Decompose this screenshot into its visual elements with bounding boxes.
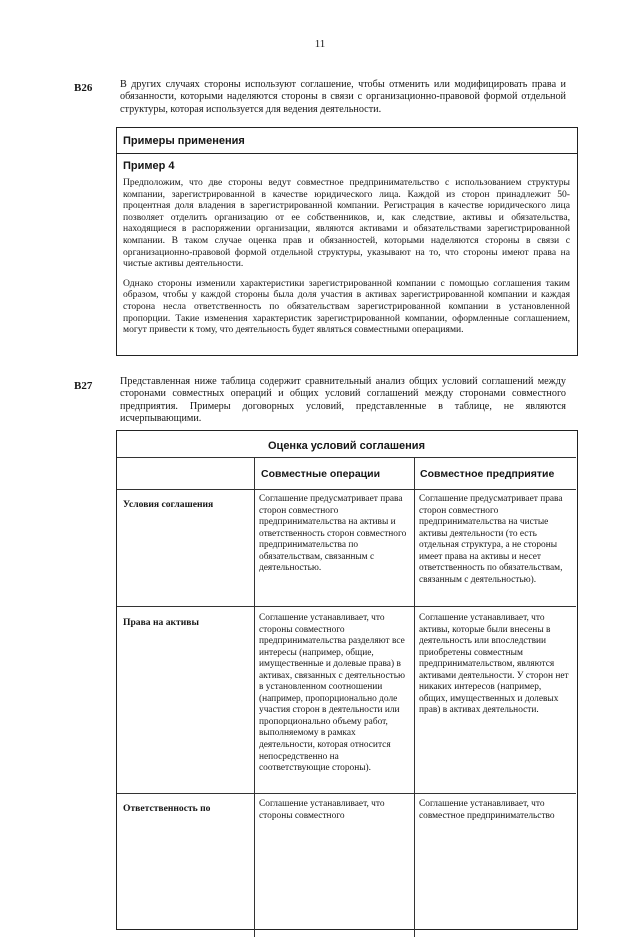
table-rule-row-2 — [117, 793, 576, 794]
table-title: Оценка условий соглашения — [268, 440, 425, 452]
column-header-joint-venture: Совместное предприятие — [420, 468, 555, 480]
paragraph-b27-text: Представленная ниже таблица содержит сравнительный анализ общих условий соглашений между сторонами совместных операций и общих условий соглашений между сторонами совместного предприятия. Примеры договорных условий, представленные в таблице, не являются исчерпывающими. — [120, 376, 566, 425]
page-number: 11 — [314, 38, 326, 50]
column-header-joint-operations: Совместные операции — [261, 468, 381, 480]
table-rule-row-1 — [117, 606, 576, 607]
row-label-agreement-terms: Условия соглашения — [123, 499, 214, 510]
cell-joint-venture: Соглашение устанавливает, что активы, которые были внесены в деятельность или впоследствии приобретены совместным предпринимательством, являются активами деятельности. У сторон нет никаких интересов (например, общих, имущественных и долевых прав) в активах деятельности. — [419, 613, 569, 716]
table-rule-title — [117, 457, 576, 458]
row-label-obligations: Ответственность по — [123, 803, 211, 814]
example-box-body — [117, 154, 577, 336]
paragraph-label-b26: B26 — [74, 82, 93, 94]
cell-joint-operations: Соглашение устанавливает, что стороны совместного — [259, 799, 385, 821]
table-divider-2 — [414, 457, 415, 937]
example-paragraph-1: Предположим, что две стороны ведут совместное предпринимательство с использованием структуры компании, зарегистрированной в качестве юридического лица. Каждой из сторон принадлежит 50-процентная доля владения в зарегистрированной компании. Регистрация в качестве юридического лица позволяет отделить организацию от ее собственников, и, как следствие, активы и обязательства, находящиеся в распоряжении организации, являются активами и обязательствами зарегистрированной компании. В таком случае оценка прав и обязанностей, которыми наделяются стороны в связи с организационно-правовой формой отдельной структуры, указывают на то, что стороны имеют права на чистые активы деятельности. — [123, 177, 570, 270]
agreement-terms-table — [116, 430, 578, 930]
row-label-rights-to-assets: Права на активы — [123, 617, 199, 628]
example-box-heading: Примеры применения — [117, 128, 577, 154]
table-divider-1 — [254, 457, 255, 937]
cell-joint-operations: Соглашение устанавливает, что стороны совместного предпринимательства разделяют все интересы (например, общие, имущественные и долевые права) в активах, связанных с деятельностью в установленном соотношении (например, пропорционально доле участия сторон в деятельности или пропорционально объему работ, выполняемому в рамках деятельности, которая относится непосредственно на соответствующие стороны). — [259, 613, 405, 774]
paragraph-b26-text: В других случаях стороны используют соглашение, чтобы отменить или модифицировать права и обязанности, которыми наделяются стороны в связи с организационно-правовой формой отдельной структуры, которая используется для ведения деятельности. — [120, 79, 566, 115]
example-box — [116, 127, 578, 356]
paragraph-label-b27: B27 — [74, 380, 93, 392]
example-subheading: Пример 4 — [123, 160, 175, 172]
cell-joint-venture: Соглашение устанавливает, что совместное предпринимательство — [419, 799, 555, 821]
table-rule-header — [117, 489, 576, 490]
example-paragraph-2: Однако стороны изменили характеристики зарегистрированной компании с помощью соглашения таким образом, чтобы у каждой стороны была доля участия в активах зарегистрированной компании и каждая сторона несла ответственность по обязательствам зарегистрированной компании в установленной пропорции. Такие изменения характеристик зарегистрированной компании, оформленные соглашением, могут привести к тому, что деятельность будет являться совместными операциями. — [123, 277, 570, 336]
cell-joint-venture: Соглашение предусматривает права сторон совместного предпринимательства на чистые активы деятельности (то есть отдельная структура, а не стороны имеет права на активы и несет ответственность по обязательствам, связанным с деятельностью). — [419, 494, 563, 585]
cell-joint-operations: Соглашение предусматривает права сторон совместного предпринимательства на активы и ответственность сторон совместного предпринимательства по обязательствам, связанным с деятельностью. — [259, 494, 407, 574]
